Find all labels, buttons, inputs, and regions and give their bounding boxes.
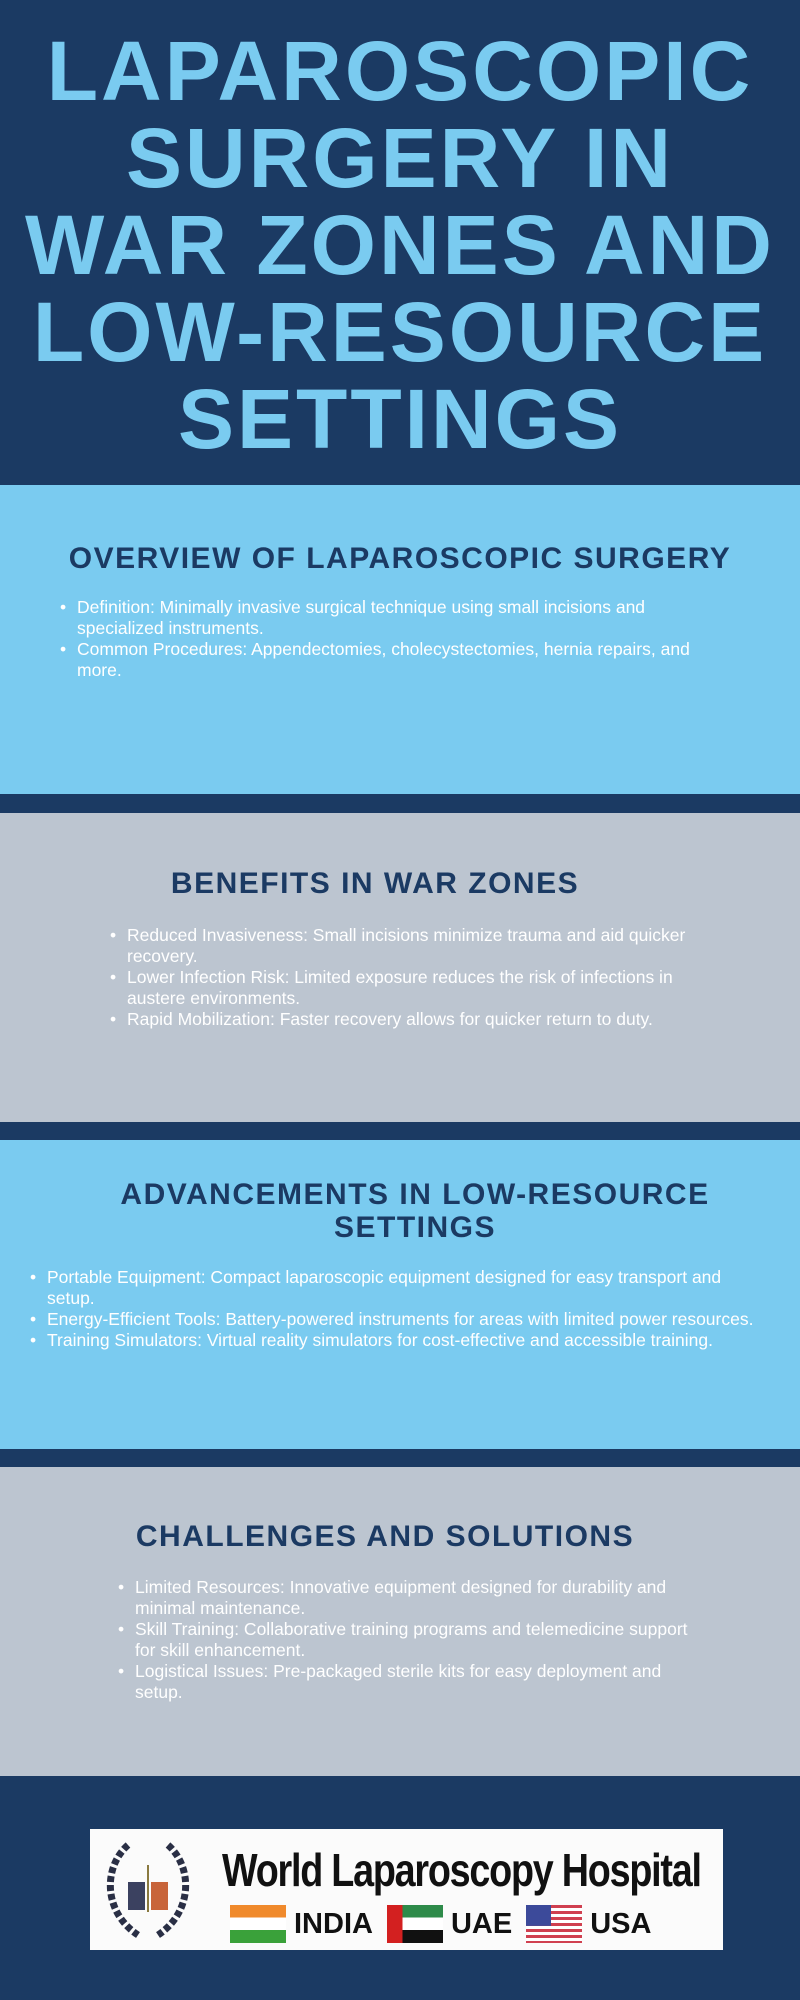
list-item: • Reduced Invasiveness: Small incisions minimize trauma and aid quicker recovery. <box>110 925 700 967</box>
country-row <box>230 1905 665 1943</box>
bullet-list <box>60 597 700 681</box>
list-item: • Rapid Mobilization: Faster recovery allows for quicker return to duty. <box>110 1009 700 1030</box>
section-heading: CHALLENGES AND SOLUTIONS <box>135 1520 635 1553</box>
uae-flag-icon <box>387 1905 443 1943</box>
page-title <box>0 24 800 466</box>
header <box>0 0 800 485</box>
laurel-wreath-icon <box>98 1837 198 1942</box>
section-benefits <box>0 813 800 1122</box>
india-flag-icon <box>230 1905 286 1943</box>
country-label: INDIA <box>294 1907 373 1940</box>
title-line: LAPAROSCOPIC <box>46 24 754 118</box>
section-heading: BENEFITS IN WAR ZONES <box>170 867 580 900</box>
usa-flag-icon <box>526 1905 582 1943</box>
list-item: • Energy-Efficient Tools: Battery-powered instruments for areas with limited power resources. <box>30 1309 760 1330</box>
list-item: • Common Procedures: Appendectomies, cholecystectomies, hernia repairs, and more. <box>60 639 700 681</box>
section-challenges <box>0 1467 800 1776</box>
list-item: • Skill Training: Collaborative training programs and telemedicine support for skill enhancement. <box>118 1619 708 1661</box>
title-line: WAR ZONES AND <box>25 198 775 292</box>
section-heading: ADVANCEMENTS IN LOW-RESOURCE SETTINGS <box>120 1178 710 1244</box>
bullet-list <box>30 1267 760 1351</box>
bullet-list <box>110 925 700 1030</box>
list-item: • Limited Resources: Innovative equipment designed for durability and minimal maintenance. <box>118 1577 708 1619</box>
logo-name: World Laparoscopy Hospital <box>222 1844 701 1896</box>
section-overview <box>0 485 800 794</box>
section-advancements <box>0 1140 800 1449</box>
list-item: • Logistical Issues: Pre-packaged sterile kits for easy deployment and setup. <box>118 1661 708 1703</box>
list-item: • Lower Infection Risk: Limited exposure reduces the risk of infections in austere environments. <box>110 967 700 1009</box>
list-item: • Portable Equipment: Compact laparoscopic equipment designed for easy transport and setup. <box>30 1267 760 1309</box>
country-label: UAE <box>450 1907 513 1940</box>
bullet-list <box>118 1577 708 1703</box>
section-heading: OVERVIEW OF LAPAROSCOPIC SURGERY <box>68 542 732 575</box>
country-label: USA <box>590 1907 652 1940</box>
hospital-logo <box>90 1829 723 1950</box>
list-item: • Definition: Minimally invasive surgical technique using small incisions and specialized instruments. <box>60 597 700 639</box>
list-item: • Training Simulators: Virtual reality simulators for cost-effective and accessible training. <box>30 1330 760 1351</box>
title-line: SURGERY IN <box>125 111 675 205</box>
title-line: SETTINGS <box>177 372 623 466</box>
title-line: LOW-RESOURCE <box>32 285 768 379</box>
